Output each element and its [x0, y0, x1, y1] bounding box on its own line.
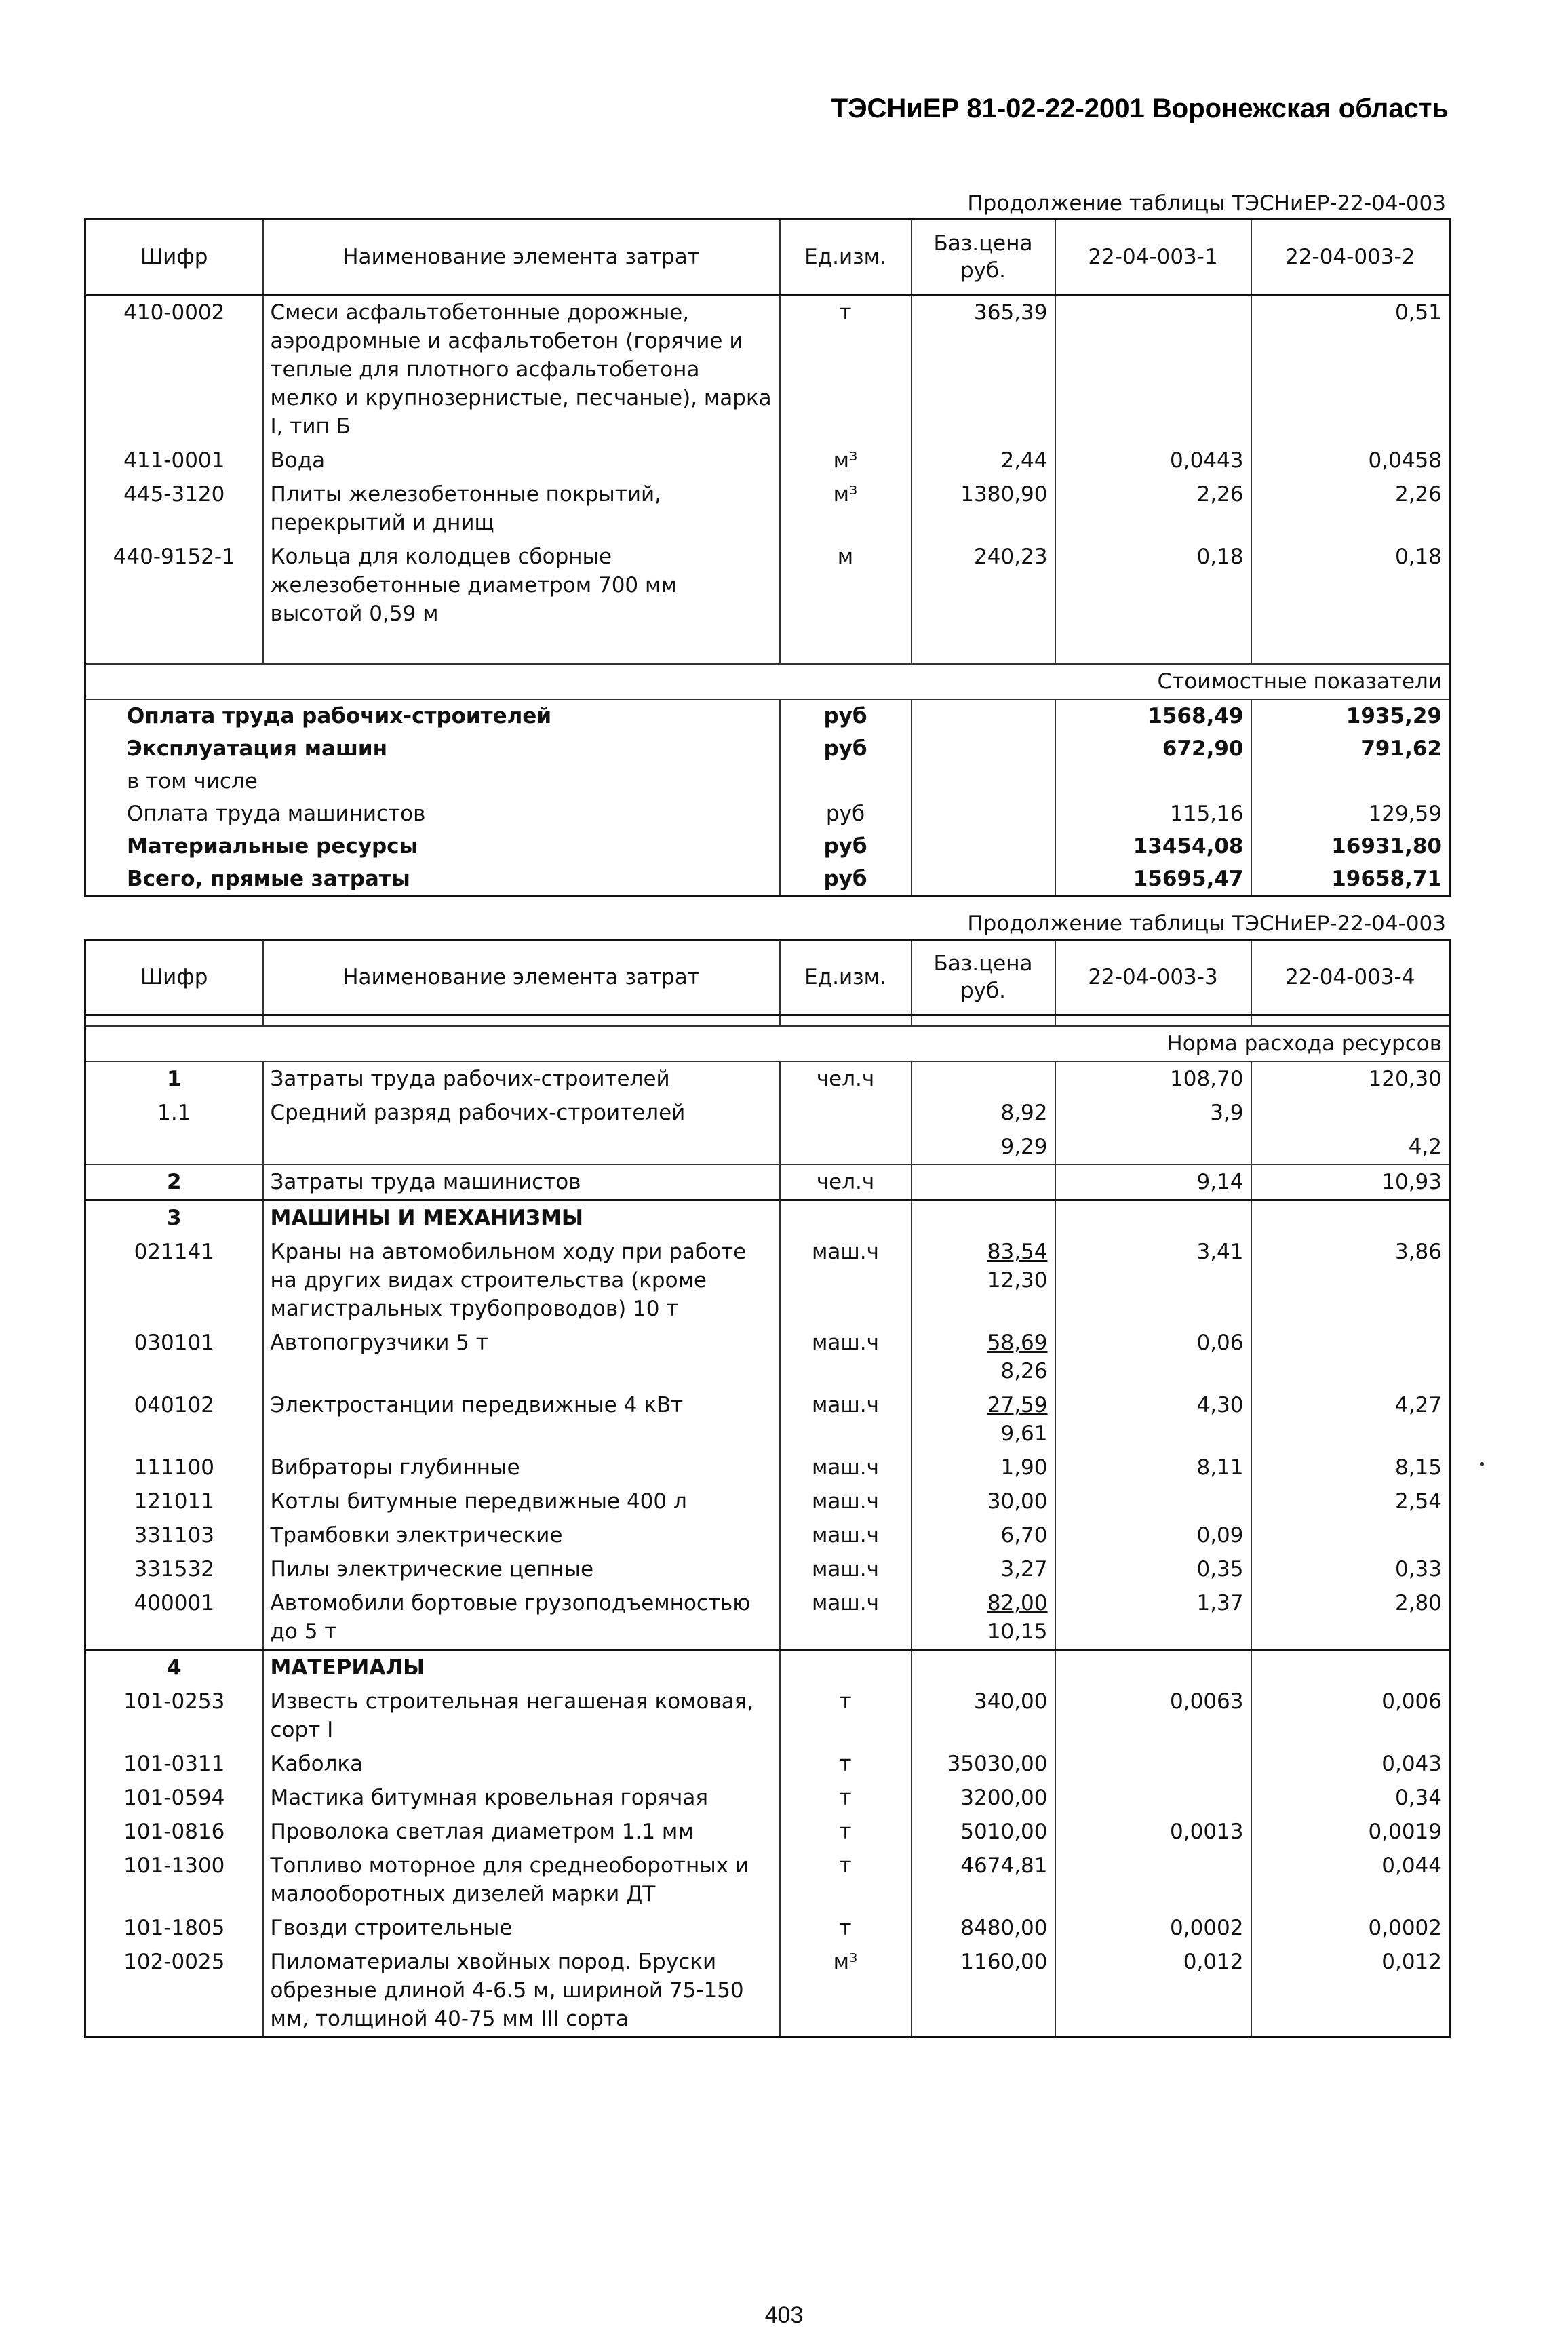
col-header-code: Шифр: [85, 220, 263, 295]
row-name: Мастика битумная кровельная горячая: [263, 1781, 780, 1815]
row-unit: м³: [780, 1945, 912, 2037]
table1-caption: Продолжение таблицы ТЭСНиЕР-22-04-003: [967, 191, 1446, 216]
summary-unit: руб: [780, 699, 912, 732]
table-row: [85, 1485, 1450, 1518]
row-name: Трамбовки электрические: [263, 1518, 780, 1552]
row-name: Вибраторы глубинные: [263, 1451, 780, 1485]
row-code: 410-0002: [85, 295, 263, 444]
row-unit: маш.ч: [780, 1552, 912, 1586]
col-header-name: Наименование элемента затрат: [263, 940, 780, 1015]
col-header-price: Баз.цена руб.: [912, 220, 1055, 295]
col-header-unit: Ед.изм.: [780, 940, 912, 1015]
row-code: 101-0594: [85, 1781, 263, 1815]
row-code: 331103: [85, 1518, 263, 1552]
row-unit: маш.ч: [780, 1235, 912, 1326]
summary-label: Оплата труда рабочих-строителей: [85, 699, 780, 732]
row-value-1: 0,09: [1055, 1518, 1251, 1552]
row-value-1: [1055, 1781, 1251, 1815]
row-value-1: [1055, 1849, 1251, 1911]
row-unit: [780, 1096, 912, 1130]
row-unit: чел.ч: [780, 1061, 912, 1096]
summary-value-1: 115,16: [1055, 798, 1251, 830]
row-code: 030101: [85, 1326, 263, 1388]
row-name: Электростанции передвижные 4 кВт: [263, 1388, 780, 1451]
document-header-title: ТЭСНиЕР 81-02-22-2001 Воронежская область: [831, 94, 1449, 123]
row-value-2: 4,2: [1251, 1130, 1450, 1164]
table-row: [85, 540, 1450, 631]
summary-label: Эксплуатация машин: [85, 732, 780, 765]
resource-norm-band: [85, 1026, 1450, 1061]
row-code: 111100: [85, 1451, 263, 1485]
row-value-1: 9,14: [1055, 1164, 1251, 1200]
row-value-1: 0,0013: [1055, 1815, 1251, 1849]
row-price: 8480,00: [912, 1911, 1055, 1945]
summary-value-2: 19658,71: [1251, 863, 1450, 897]
summary-label: Оплата труда машинистов: [85, 798, 780, 830]
row-price: 2,44: [912, 444, 1055, 477]
spacer-row: [85, 631, 1450, 664]
row-name: Автопогрузчики 5 т: [263, 1326, 780, 1388]
table-row: [85, 1552, 1450, 1586]
row-name: Пилы электрические цепные: [263, 1552, 780, 1586]
row-name: Гвозди строительные: [263, 1911, 780, 1945]
table-row: [85, 1096, 1450, 1130]
col-header-norm-3: 22-04-003-3: [1055, 940, 1251, 1015]
row-value-2: 4,27: [1251, 1388, 1450, 1451]
row-code: 1.1: [85, 1096, 263, 1130]
col-header-code: Шифр: [85, 940, 263, 1015]
row-value-2: [1251, 1326, 1450, 1388]
row-unit: м³: [780, 444, 912, 477]
row-value-2: 0,0458: [1251, 444, 1450, 477]
row-value-1: 108,70: [1055, 1061, 1251, 1096]
row-value-1: 0,012: [1055, 1945, 1251, 2037]
table-row: [85, 1781, 1450, 1815]
row-name: Вода: [263, 444, 780, 477]
row-value-1: 0,0002: [1055, 1911, 1251, 1945]
table-row: [85, 1815, 1450, 1849]
col-header-name: Наименование элемента затрат: [263, 220, 780, 295]
section-code: 4: [85, 1650, 263, 1685]
section-header-materials: [85, 1650, 1450, 1685]
row-price-operator: 12,30: [987, 1268, 1048, 1293]
summary-value-1: 15695,47: [1055, 863, 1251, 897]
row-name: Каболка: [263, 1747, 780, 1781]
col-header-price: Баз.цена руб.: [912, 940, 1055, 1015]
col-header-norm-4: 22-04-003-4: [1251, 940, 1450, 1015]
row-name: Затраты труда машинистов: [263, 1164, 780, 1200]
row-value-1: 0,18: [1055, 540, 1251, 631]
row-value-2: 0,33: [1251, 1552, 1450, 1586]
row-price: 27,59: [987, 1393, 1048, 1417]
row-price: 240,23: [912, 540, 1055, 631]
row-code: 101-0816: [85, 1815, 263, 1849]
row-value-1: 4,30: [1055, 1388, 1251, 1451]
row-code: 121011: [85, 1485, 263, 1518]
row-name: Краны на автомобильном ходу при работе на других видах строительства (кроме магистральных трубопроводов) 10 т: [263, 1235, 780, 1326]
summary-label: Всего, прямые затраты: [85, 863, 780, 897]
row-code: 101-1300: [85, 1849, 263, 1911]
row-value-2: 8,15: [1251, 1451, 1450, 1485]
row-name: Затраты труда рабочих-строителей: [263, 1061, 780, 1096]
row-code: 331532: [85, 1552, 263, 1586]
row-value-2: 0,34: [1251, 1781, 1450, 1815]
row-price: 3,27: [912, 1552, 1055, 1586]
row-unit: м: [780, 540, 912, 631]
row-name: Кольца для колодцев сборные железобетонные диаметром 700 мм высотой 0,59 м: [263, 540, 780, 631]
row-name: Топливо моторное для среднеоборотных и малооборотных дизелей марки ДТ: [263, 1849, 780, 1911]
table-row: [85, 1061, 1450, 1096]
row-code: 440-9152-1: [85, 540, 263, 631]
row-code: 2: [85, 1164, 263, 1200]
row-name: Проволока светлая диаметром 1.1 мм: [263, 1815, 780, 1849]
row-price: [912, 1164, 1055, 1200]
row-value-2: 2,54: [1251, 1485, 1450, 1518]
row-value-1: 8,11: [1055, 1451, 1251, 1485]
table-row: [85, 1235, 1450, 1326]
row-price: 3200,00: [912, 1781, 1055, 1815]
table-row: [85, 1518, 1450, 1552]
table-row: [85, 1326, 1450, 1388]
row-value-2: 3,86: [1251, 1235, 1450, 1326]
row-value-2: [1251, 1096, 1450, 1130]
row-code: 411-0001: [85, 444, 263, 477]
summary-value-2: 791,62: [1251, 732, 1450, 765]
resource-norm-label: Норма расхода ресурсов: [85, 1026, 1450, 1061]
row-name: Пиломатериалы хвойных пород. Бруски обрезные длиной 4-6.5 м, шириной 75-150 мм, толщиной 40-75 мм III сорта: [263, 1945, 780, 2037]
row-price: 9,29: [912, 1130, 1055, 1164]
summary-row: [85, 798, 1450, 830]
row-unit: маш.ч: [780, 1388, 912, 1451]
table1: [84, 218, 1451, 897]
row-unit: чел.ч: [780, 1164, 912, 1200]
row-code: 1: [85, 1061, 263, 1096]
summary-row: [85, 732, 1450, 765]
row-unit: маш.ч: [780, 1586, 912, 1650]
table-row: [85, 1451, 1450, 1485]
row-value-2: 120,30: [1251, 1061, 1450, 1096]
summary-unit: руб: [780, 798, 912, 830]
row-value-2: 2,26: [1251, 477, 1450, 540]
row-price: 5010,00: [912, 1815, 1055, 1849]
summary-value-2: 129,59: [1251, 798, 1450, 830]
row-name: Автомобили бортовые грузоподъемностью до 5 т: [263, 1586, 780, 1650]
row-price: 340,00: [912, 1685, 1055, 1747]
row-unit: т: [780, 1815, 912, 1849]
row-price: 6,70: [912, 1518, 1055, 1552]
row-name: Плиты железобетонные покрытий, перекрытий и днищ: [263, 477, 780, 540]
row-value-1: 1,37: [1055, 1586, 1251, 1650]
summary-value-1: 1568,49: [1055, 699, 1251, 732]
row-unit: маш.ч: [780, 1326, 912, 1388]
table-row: [85, 477, 1450, 540]
summary-value-1: 13454,08: [1055, 830, 1251, 863]
row-name: Смеси асфальтобетонные дорожные, аэродромные и асфальтобетон (горячие и теплые для плотного асфальтобетона мелко и крупнозернистые, песчаные), марка I, тип Б: [263, 295, 780, 444]
table-row: [85, 1164, 1450, 1200]
row-code: 101-0311: [85, 1747, 263, 1781]
table-row: [85, 295, 1450, 444]
row-value-1: 0,0063: [1055, 1685, 1251, 1747]
row-price: [912, 1061, 1055, 1096]
row-unit: маш.ч: [780, 1518, 912, 1552]
table-row: [85, 1586, 1450, 1650]
table-row: [85, 1945, 1450, 2037]
section-title: МАШИНЫ И МЕХАНИЗМЫ: [263, 1200, 780, 1236]
row-price: 58,69: [987, 1331, 1048, 1355]
scan-speck: [1480, 1462, 1484, 1466]
summary-unit: руб: [780, 830, 912, 863]
row-price: 365,39: [912, 295, 1055, 444]
col-header-unit: Ед.изм.: [780, 220, 912, 295]
summary-unit: руб: [780, 732, 912, 765]
row-code: 400001: [85, 1586, 263, 1650]
row-price: 1160,00: [912, 1945, 1055, 2037]
row-value-1: 3,9: [1055, 1096, 1251, 1130]
row-price-operator: 9,61: [1000, 1421, 1048, 1446]
col-header-norm-1: 22-04-003-1: [1055, 220, 1251, 295]
row-price: 35030,00: [912, 1747, 1055, 1781]
row-code: 021141: [85, 1235, 263, 1326]
row-price: 82,00: [987, 1591, 1048, 1615]
row-code: 445-3120: [85, 477, 263, 540]
table-row: [85, 1747, 1450, 1781]
summary-value-2: 1935,29: [1251, 699, 1450, 732]
section-title: МАТЕРИАЛЫ: [263, 1650, 780, 1685]
row-value-2: 0,012: [1251, 1945, 1450, 2037]
section-code: 3: [85, 1200, 263, 1236]
spacer-row: [85, 1015, 1450, 1027]
row-price: 83,54: [987, 1240, 1048, 1264]
row-price: 1380,90: [912, 477, 1055, 540]
table-row: [85, 1849, 1450, 1911]
row-price: 4674,81: [912, 1849, 1055, 1911]
row-value-1: [1055, 1485, 1251, 1518]
row-value-1: [1055, 295, 1251, 444]
row-unit: т: [780, 1685, 912, 1747]
summary-unit: [780, 765, 912, 798]
summary-row: [85, 699, 1450, 732]
row-code: 102-0025: [85, 1945, 263, 2037]
row-code: 040102: [85, 1388, 263, 1451]
row-price: 1,90: [912, 1451, 1055, 1485]
section-header-machines: [85, 1200, 1450, 1236]
row-unit: т: [780, 1849, 912, 1911]
row-value-1: 3,41: [1055, 1235, 1251, 1326]
row-code: [85, 1130, 263, 1164]
row-value-2: 0,18: [1251, 540, 1450, 631]
table2: [84, 939, 1451, 2038]
row-value-2: 0,0019: [1251, 1815, 1450, 1849]
table2-caption: Продолжение таблицы ТЭСНиЕР-22-04-003: [967, 911, 1446, 936]
summary-value-2: 16931,80: [1251, 830, 1450, 863]
row-name: [263, 1130, 780, 1164]
row-value-1: 2,26: [1055, 477, 1251, 540]
row-unit: т: [780, 1911, 912, 1945]
row-unit: т: [780, 1781, 912, 1815]
row-value-2: 0,0002: [1251, 1911, 1450, 1945]
table-row: [85, 1130, 1450, 1164]
table1-header-row: [85, 220, 1450, 295]
row-unit: маш.ч: [780, 1451, 912, 1485]
row-value-2: [1251, 1518, 1450, 1552]
row-value-1: [1055, 1130, 1251, 1164]
row-unit: т: [780, 1747, 912, 1781]
summary-label: в том числе: [85, 765, 780, 798]
row-price-operator: 8,26: [1000, 1359, 1048, 1383]
table2-header-row: [85, 940, 1450, 1015]
row-value-2: 0,006: [1251, 1685, 1450, 1747]
row-price-operator: 10,15: [987, 1619, 1048, 1644]
row-price: 8,92: [912, 1096, 1055, 1130]
row-value-2: 0,51: [1251, 295, 1450, 444]
col-header-norm-2: 22-04-003-2: [1251, 220, 1450, 295]
row-price: 30,00: [912, 1485, 1055, 1518]
row-value-1: 0,35: [1055, 1552, 1251, 1586]
summary-unit: руб: [780, 863, 912, 897]
table-row: [85, 444, 1450, 477]
row-name: Известь строительная негашеная комовая, сорт I: [263, 1685, 780, 1747]
row-unit: маш.ч: [780, 1485, 912, 1518]
table-row: [85, 1911, 1450, 1945]
table-row: [85, 1685, 1450, 1747]
cost-indicators-band: [85, 664, 1450, 699]
cost-indicators-label: Стоимостные показатели: [85, 664, 1450, 699]
page-number: 403: [764, 2302, 804, 2328]
summary-value-1: 672,90: [1055, 732, 1251, 765]
row-value-2: 0,043: [1251, 1747, 1450, 1781]
summary-value-1: [1055, 765, 1251, 798]
summary-row: [85, 863, 1450, 897]
row-value-2: 0,044: [1251, 1849, 1450, 1911]
row-unit: м³: [780, 477, 912, 540]
summary-row: [85, 765, 1450, 798]
summary-row: [85, 830, 1450, 863]
row-value-1: 0,06: [1055, 1326, 1251, 1388]
summary-value-2: [1251, 765, 1450, 798]
row-unit: [780, 1130, 912, 1164]
row-unit: т: [780, 295, 912, 444]
row-name: Котлы битумные передвижные 400 л: [263, 1485, 780, 1518]
row-value-1: [1055, 1747, 1251, 1781]
summary-label: Материальные ресурсы: [85, 830, 780, 863]
row-name: Средний разряд рабочих-строителей: [263, 1096, 780, 1130]
row-code: 101-0253: [85, 1685, 263, 1747]
row-value-2: 2,80: [1251, 1586, 1450, 1650]
row-code: 101-1805: [85, 1911, 263, 1945]
table-row: [85, 1388, 1450, 1451]
row-value-1: 0,0443: [1055, 444, 1251, 477]
row-value-2: 10,93: [1251, 1164, 1450, 1200]
